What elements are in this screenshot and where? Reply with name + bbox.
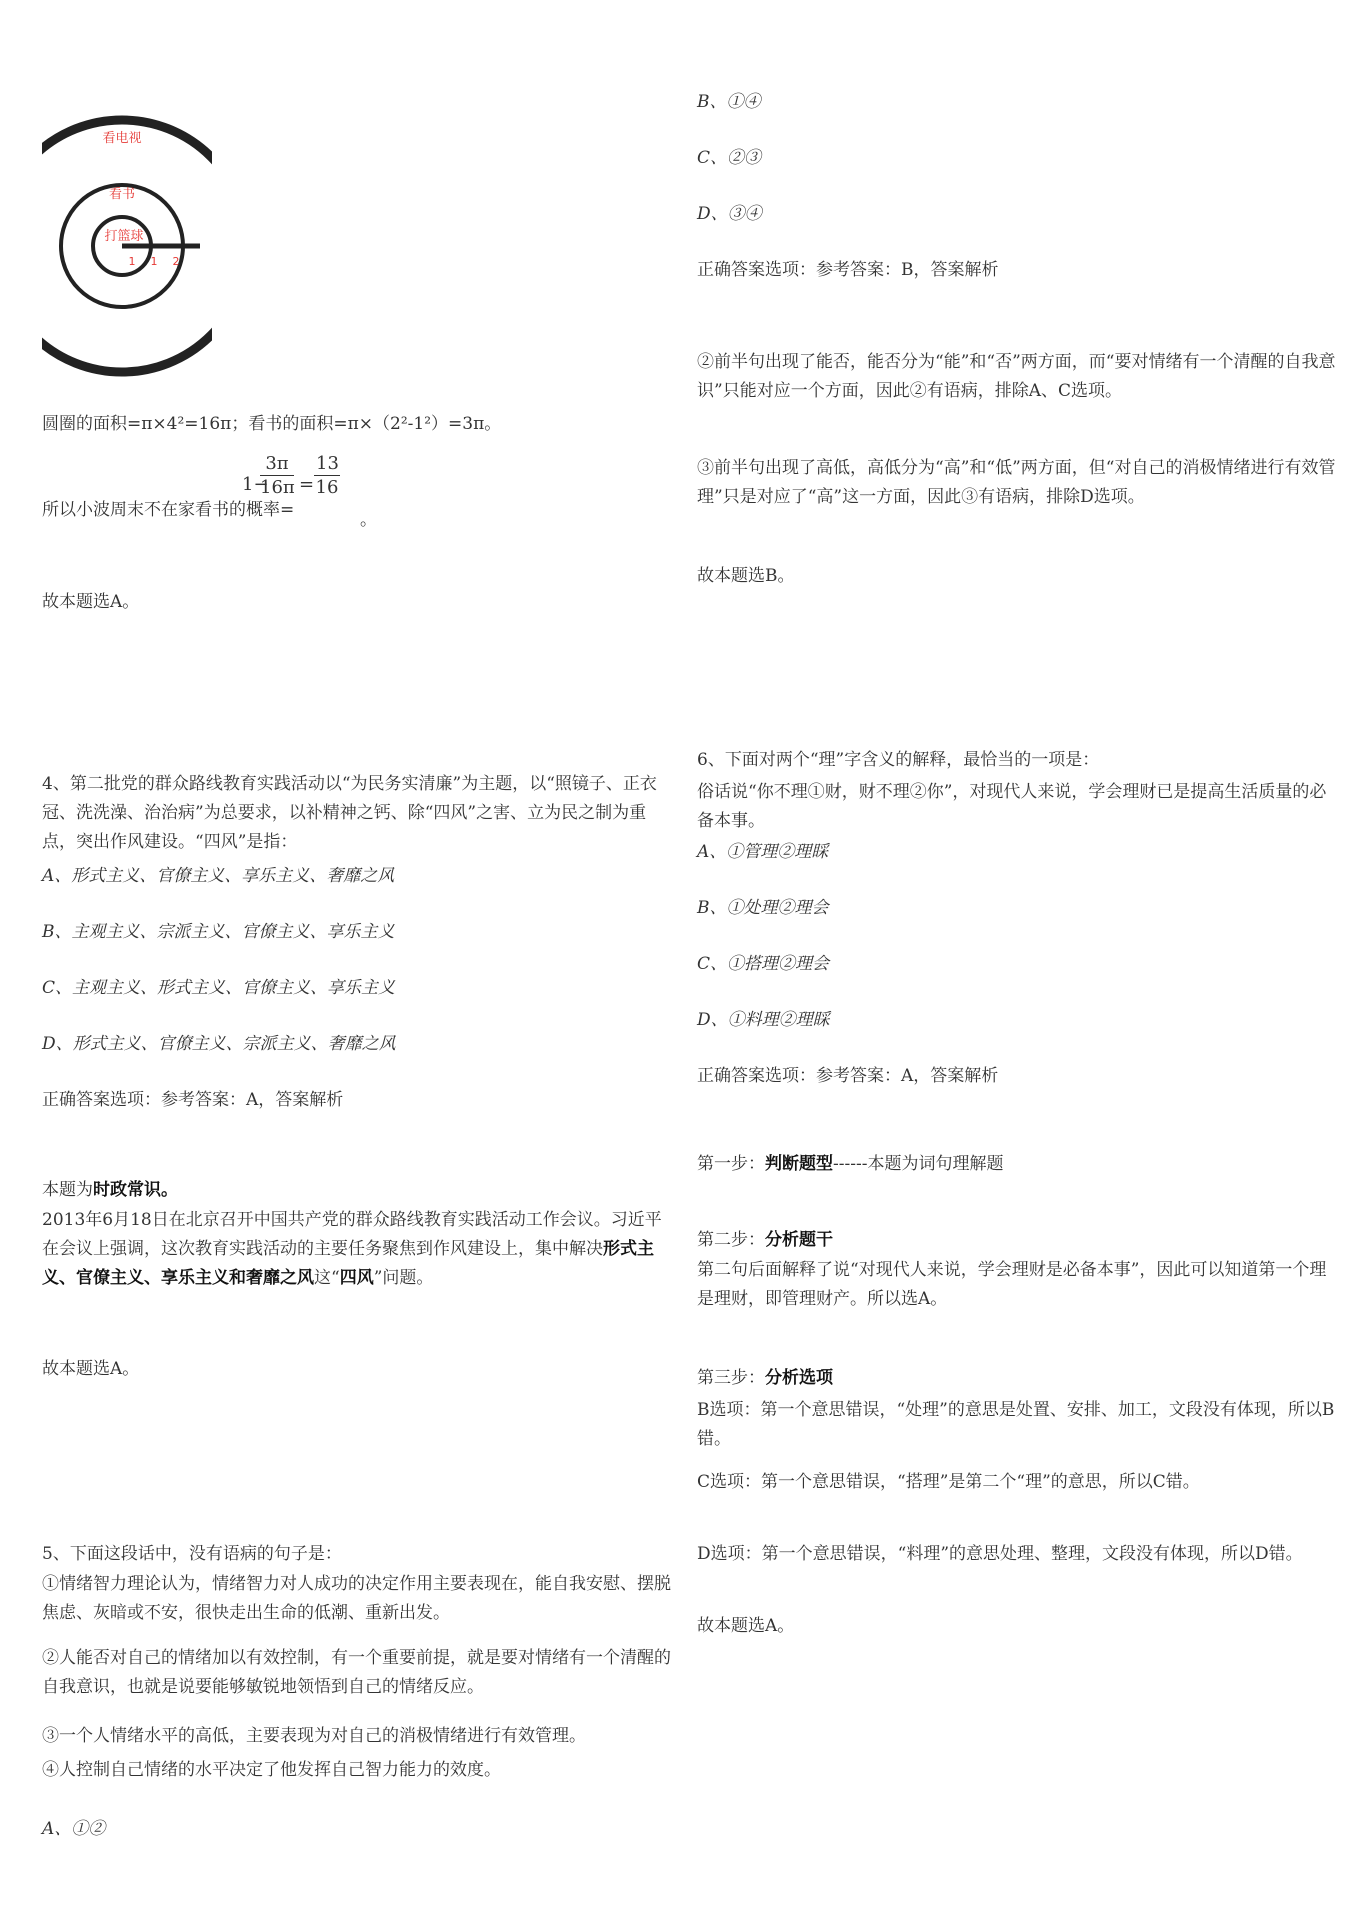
q3-conclusion: 故本题选A。 (42, 592, 140, 612)
q5-sentence-2: ②人能否对自己的情绪加以有效控制，有一个重要前提，就是要对情绪有一个清醒的自我意识，也就是说要能够敏锐地领悟到自己的情绪反应。 (42, 1648, 671, 1698)
q6-step-1: 第一步：判断题型------本题为词句理解题 (697, 1154, 1004, 1174)
q3-area-line: 圆圈的面积=π×4²=16π；看书的面积=π×（2²-1²）=3π。 (42, 414, 502, 434)
q6-answer: 正确答案选项：参考答案：A，答案解析 (697, 1066, 999, 1086)
q6-step-3-option-c: C选项：第一个意思错误，“搭理”是第二个“理”的意思，所以C错。 (697, 1472, 1200, 1492)
q5-explanation-1: ②前半句出现了能否，能否分为“能”和“否”两方面，而“要对情绪有一个清醒的自我意识”只能对应一个方面，因此②有语病，排除A、C选项。 (697, 352, 1336, 402)
q5-sentence-4: ④人控制自己情绪的水平决定了他发挥自己智力能力的效度。 (42, 1760, 501, 1780)
q4-option-d: D、形式主义、官僚主义、宗派主义、奢靡之风 (42, 1034, 396, 1054)
q5-conclusion: 故本题选B。 (697, 566, 795, 586)
q6-option-c: C、①搭理②理会 (697, 954, 830, 974)
q6-step-3-option-b: B选项：第一个意思错误，“处理”的意思是处置、安排、加工，文段没有体现，所以B错。 (697, 1400, 1335, 1450)
label-read: 看书 (108, 187, 136, 202)
q4-question: 4、第二批党的群众路线教育实践活动以“为民务实清廉”为主题，以“照镜子、正衣冠、洗洗澡、治治病”为总要求，以补精神之钙、除“四风”之害、立为民之制为重点，突出作风建设。“四风”是指： (42, 774, 657, 853)
q5-option-c: C、②③ (697, 148, 762, 168)
q5-option-b: B、①④ (697, 92, 761, 112)
q6-step-2-body: 第二句后面解释了说“对现代人来说，学会理财是必备本事”，因此可以知道第一个理是理财，即管理财产。所以选A。 (697, 1260, 1327, 1310)
q4-explanation-body: 2013年6月18日在北京召开中国共产党的群众路线教育实践活动工作会议。习近平在会议上强调，这次教育实践活动的主要任务聚焦到作风建设上，集中解决形式主义、官僚主义、享乐主义和奢靡之风这“四风”问题。 (42, 1210, 662, 1289)
label-ball: 打篮球 (104, 229, 144, 244)
q4-option-c: C、主观主义、形式主义、官僚主义、享乐主义 (42, 978, 396, 998)
formula-equals: = (299, 474, 315, 495)
formula-fraction-result: $\frac{13}{16}$ (315, 453, 339, 499)
tick-1a: 1 (128, 255, 136, 268)
formula-one-minus: 1− (242, 474, 269, 495)
label-tv: 看电视 (102, 131, 142, 146)
q6-conclusion: 故本题选A。 (697, 1616, 795, 1636)
formula-fraction-left: $\frac{3\pi}{16\pi}$ (260, 453, 295, 499)
q5-answer: 正确答案选项：参考答案：B，答案解析 (697, 260, 999, 280)
q6-step-3-option-d: D选项：第一个意思错误，“料理”的意思处理、整理，文段没有体现，所以D错。 (697, 1544, 1303, 1564)
q5-option-d: D、③④ (697, 204, 762, 224)
q6-step-2-heading: 第二步：分析题干 (697, 1230, 833, 1250)
q6-step-3-heading: 第三步：分析选项 (697, 1368, 833, 1388)
concentric-circles-diagram (42, 100, 212, 390)
q5-option-a: A、①② (42, 1819, 106, 1839)
q4-option-a: A、形式主义、官僚主义、享乐主义、奢靡之风 (42, 866, 395, 886)
q4-answer: 正确答案选项：参考答案：A，答案解析 (42, 1090, 344, 1110)
q6-question: 6、下面对两个“理”字含义的解释，最恰当的一项是： (697, 750, 1100, 770)
q6-option-a: A、①管理②理睬 (697, 842, 829, 862)
q5-explanation-2: ③前半句出现了高低，高低分为“高”和“低”两方面，但“对自己的消极情绪进行有效管理”只是对应了“高”这一方面，因此③有语病，排除D选项。 (697, 458, 1336, 508)
q6-option-d: D、①料理②理睬 (697, 1010, 830, 1030)
q4-explanation-intro: 本题为时政常识。 (42, 1180, 178, 1200)
tick-1b: 1 (150, 255, 158, 268)
q4-conclusion: 故本题选A。 (42, 1359, 140, 1379)
q5-sentence-1: ①情绪智力理论认为，情绪智力对人成功的决定作用主要表现在，能自我安慰、摆脱焦虑、灰暗或不安，很快走出生命的低潮、重新出发。 (42, 1574, 671, 1624)
q6-option-b: B、①处理②理会 (697, 898, 829, 918)
q4-option-b: B、主观主义、宗派主义、官僚主义、享乐主义 (42, 922, 395, 942)
formula-end: 。 (360, 510, 377, 530)
q6-quote: 俗话说“你不理①财，财不理②你”，对现代人来说，学会理财已是提高生活质量的必备本事。 (697, 782, 1327, 832)
q5-question: 5、下面这段话中，没有语病的句子是： (42, 1544, 342, 1564)
q5-sentence-3: ③一个人情绪水平的高低，主要表现为对自己的消极情绪进行有效管理。 (42, 1726, 586, 1746)
tick-2: 2 (172, 255, 180, 268)
q3-prob-prefix: 所以小波周末不在家看书的概率= (42, 500, 295, 520)
